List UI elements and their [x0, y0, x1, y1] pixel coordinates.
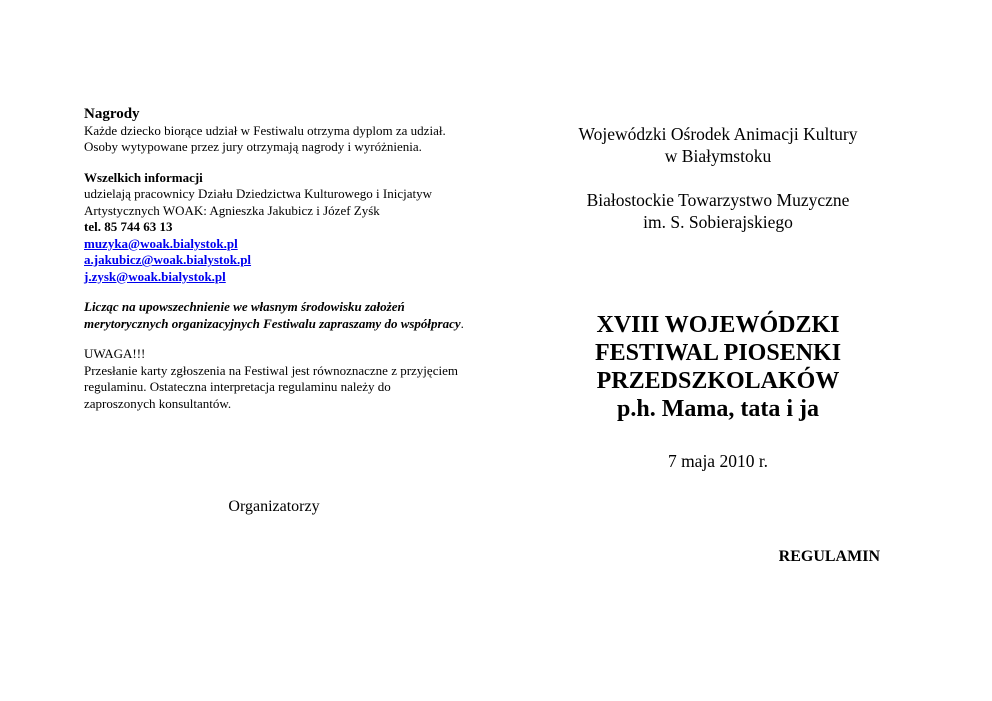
title-line-4: p.h. Mama, tata i ja	[617, 396, 819, 422]
email-link-zysk[interactable]: j.zysk@woak.bialystok.pl	[84, 268, 226, 284]
notice-heading: UWAGA!!!	[84, 346, 146, 361]
prizes-text-2: Osoby wytypowane przez jury otrzymają nagrody i wyróżnienia.	[84, 139, 422, 154]
notice-text: Przesłanie karty zgłoszenia na Festiwal jest równoznaczne z przyjęciem regulaminu. Ostateczna interpretacja regulaminu należy do zaproszonych konsultantów.	[84, 362, 458, 411]
title-line-1: XVIII WOJEWÓDZKI	[596, 312, 840, 338]
organizer-2-line-2: im. S. Sobierajskiego	[643, 212, 793, 232]
phone-number: tel. 85 744 63 13	[84, 219, 173, 234]
email-link-music[interactable]: muzyka@woak.bialystok.pl	[84, 235, 238, 251]
invitation-section	[84, 299, 464, 332]
festival-date: 7 maja 2010 r.	[667, 451, 769, 471]
invitation-end: .	[460, 315, 464, 331]
organizer-1-line-2: w Białymstoku	[664, 146, 772, 166]
organizers-label: Organizatorzy	[228, 498, 320, 515]
right-column	[540, 123, 896, 472]
regulations-label: REGULAMIN	[778, 548, 880, 565]
title-line-3: PRZEDSZKOLAKÓW	[596, 368, 840, 394]
notice-section	[84, 346, 464, 412]
festival-title	[540, 311, 896, 423]
info-heading: Wszelkich informacji	[84, 169, 203, 185]
email-link-jakubicz[interactable]: a.jakubicz@woak.bialystok.pl	[84, 252, 252, 267]
info-section	[84, 170, 464, 286]
invitation-text	[84, 299, 464, 332]
organizer-gap	[540, 167, 896, 189]
left-column	[84, 106, 464, 426]
organizer-1-line-1: Wojewódzki Ośrodek Animacji Kultury	[578, 124, 858, 144]
organizer-2-line-1: Białostockie Towarzystwo Muzyczne	[586, 190, 850, 210]
prizes-section	[84, 123, 464, 156]
title-line-2: FESTIWAL PIOSENKI	[594, 340, 842, 366]
info-text: udzielają pracownicy Działu Dziedzictwa Kulturowego i Inicjatyw Artystycznych WOAK: Agnieszka Jakubicz i Józef Zyśk	[84, 186, 432, 218]
invitation-bold: Licząc na upowszechnienie we własnym środowisku założeń merytorycznych organizacyjnych Festiwalu zapraszamy do współpracy	[84, 299, 461, 331]
prizes-text-1: Każde dziecko biorące udział w Festiwalu otrzyma dyplom za udział.	[84, 122, 446, 138]
prizes-heading: Nagrody	[84, 106, 140, 122]
